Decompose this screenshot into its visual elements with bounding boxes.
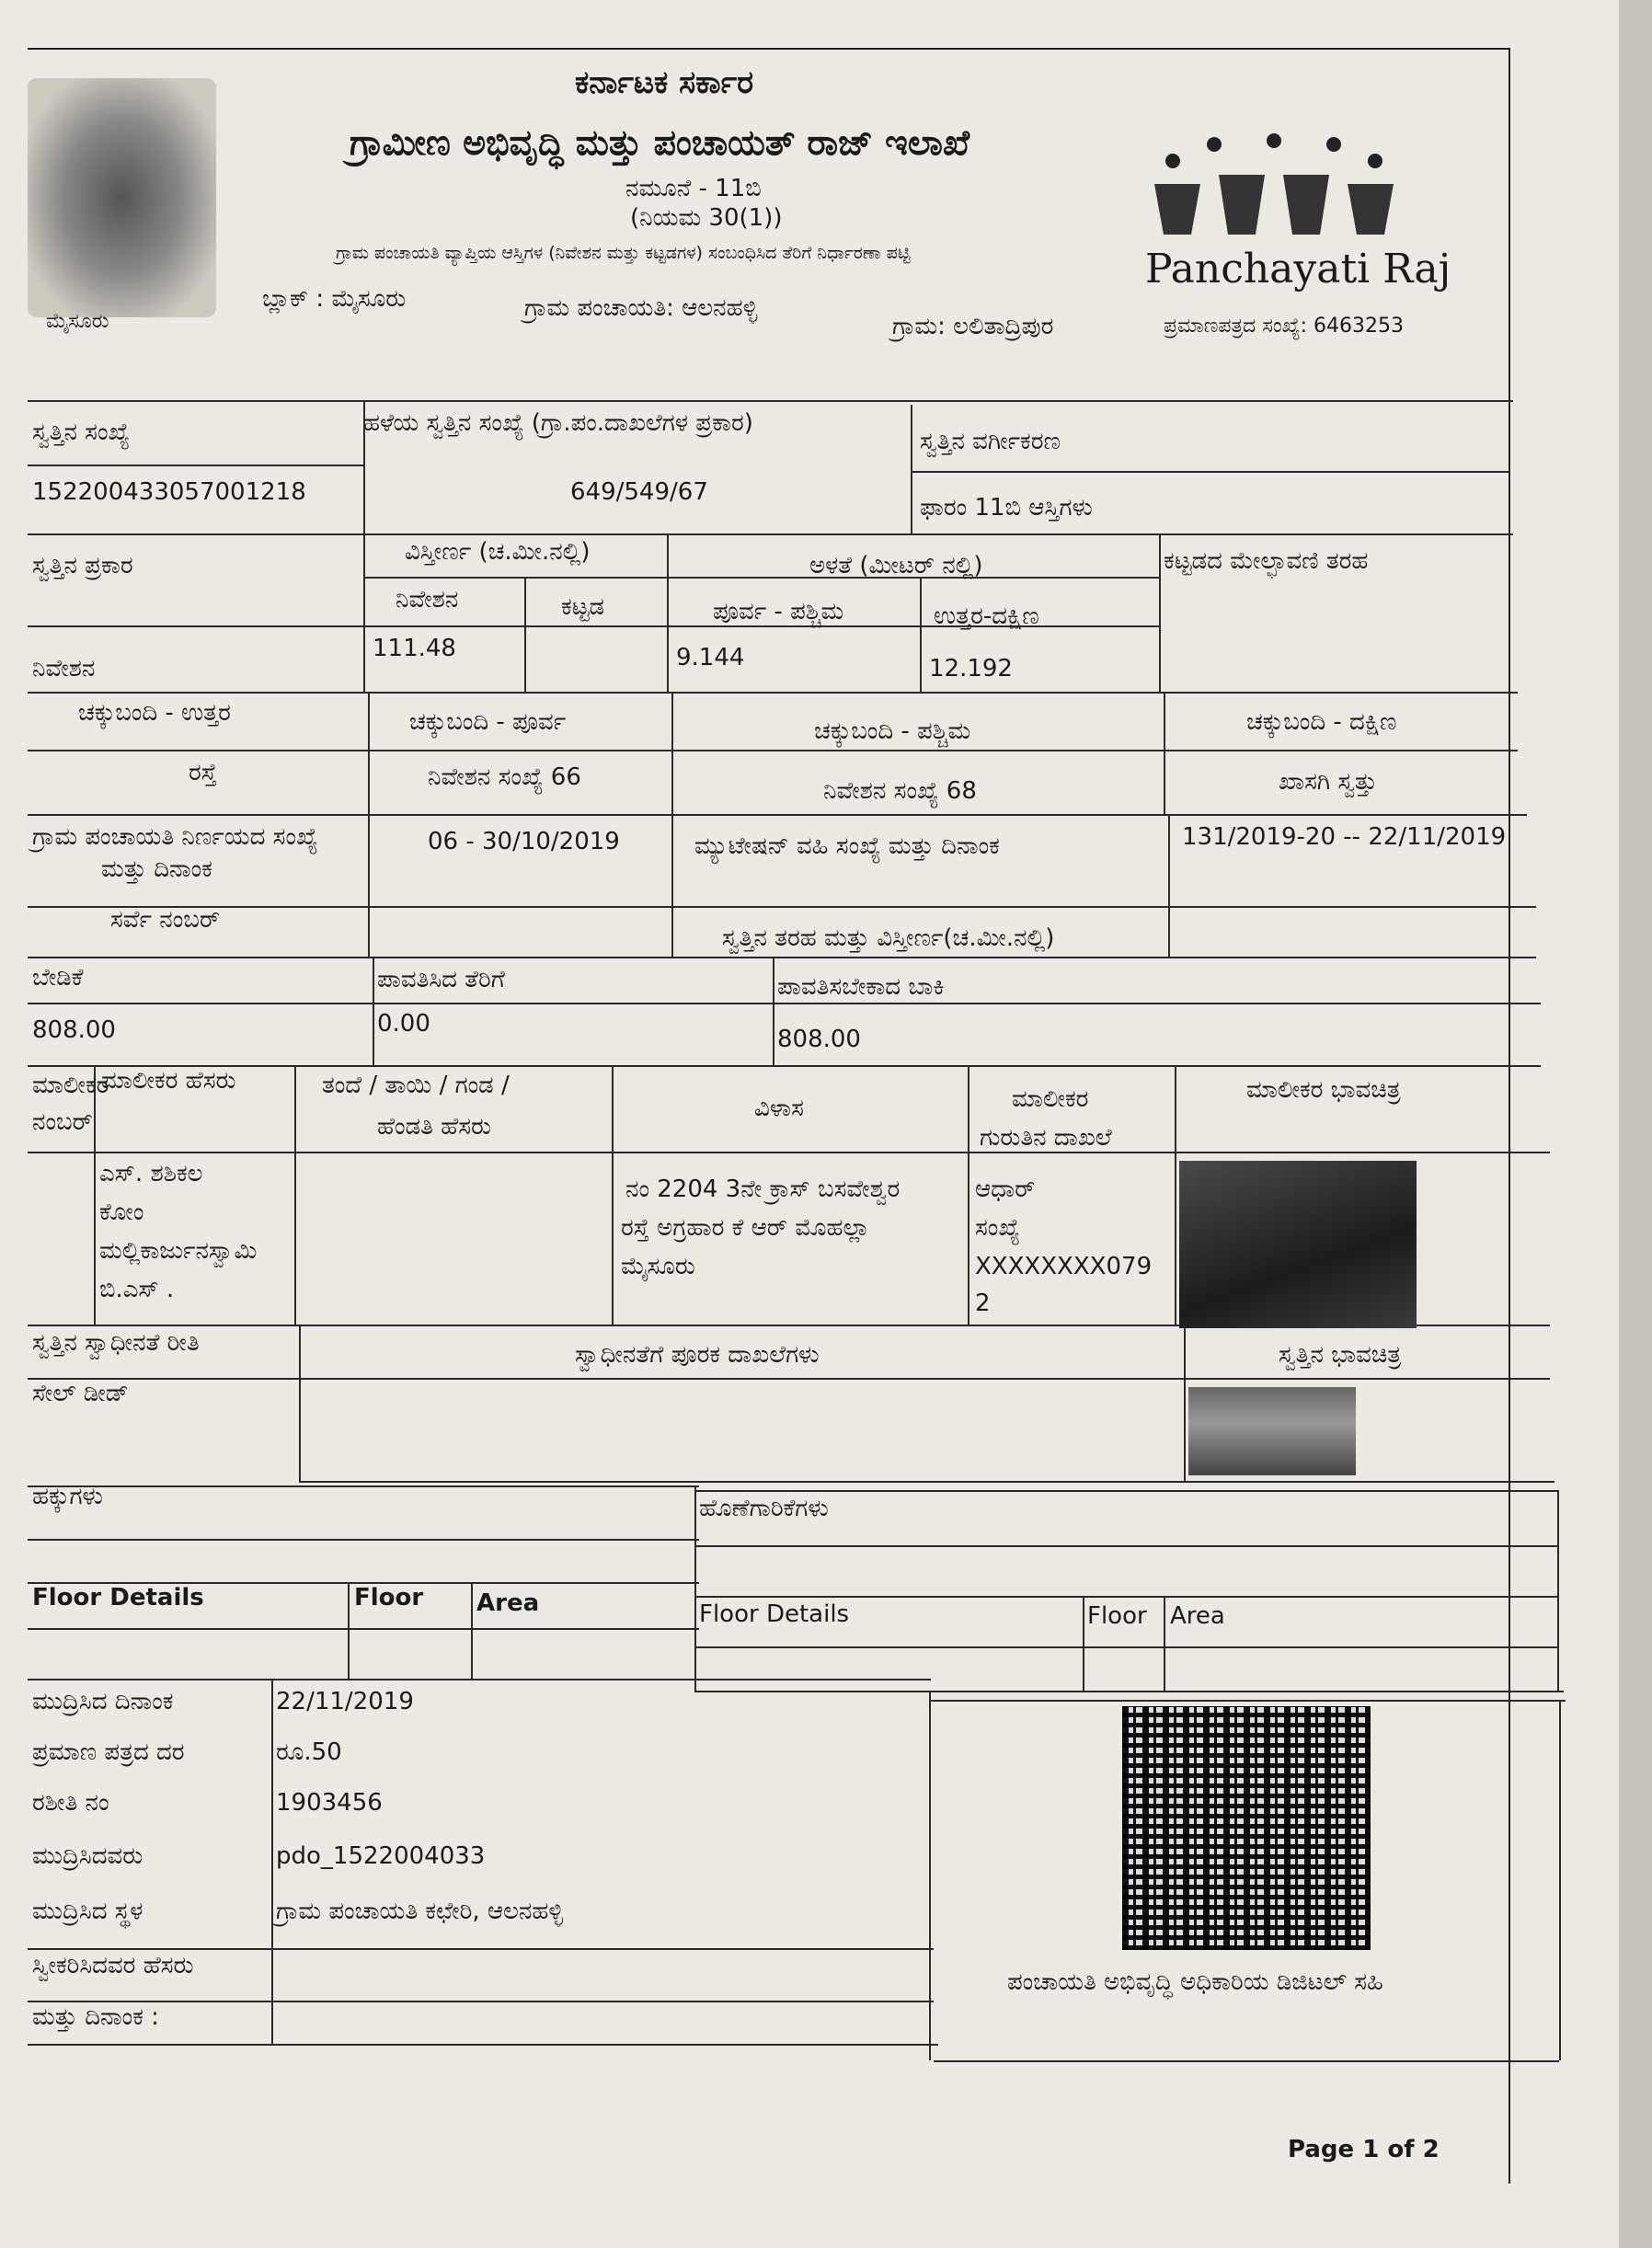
owner-name-line: ಮಲ್ಲಿಕಾರ್ಜುನಸ್ವಾಮಿ	[99, 1237, 258, 1265]
owner-no-label: ಮಾಲೀಕರ	[32, 1072, 109, 1099]
address-label: ವಿಳಾಸ	[754, 1095, 804, 1122]
digital-signature-label: ಪಂಚಾಯತಿ ಅಭಿವೃದ್ಧಿ ಅಧಿಕಾರಿಯ ಡಿಜಿಟಲ್ ಸಹಿ	[1007, 1968, 1383, 1996]
district-label: ಮೈಸೂರು	[46, 310, 109, 333]
print-date-label: ಮುದ್ರಿಸಿದ ದಿನಾಂಕ	[32, 1688, 174, 1715]
property-type-label: ಸ್ವತ್ತಿನ ಪ್ರಕಾರ	[32, 552, 133, 579]
property-id-value: 152200433057001218	[32, 478, 306, 506]
ownership-docs-label: ಸ್ವಾಧೀನತೆಗೆ ಪೂರಕ ದಾಖಲೆಗಳು	[575, 1341, 820, 1369]
receipt-value: 1903456	[276, 1789, 383, 1817]
survey-number-label: ಸರ್ವೆ ನಂಬರ್	[110, 906, 221, 934]
govt-title: ಕರ್ನಾಟಕ ಸರ್ಕಾರ	[575, 64, 754, 101]
owner-no-label-2: ನಂಬರ್	[32, 1108, 93, 1136]
owner-photo	[1179, 1161, 1417, 1328]
east-boundary-label: ಚಕ್ಕುಬಂದಿ - ಪೂರ್ವ	[409, 708, 567, 736]
form-subtitle: ಗ್ರಾಮ ಪಂಚಾಯತಿ ವ್ಯಾಪ್ತಿಯ ಆಸ್ತಿಗಳ (ನಿವೇಶನ ಮತ್ತು ಕಟ್ಟಡಗಳ) ಸಂಬಂಧಿಸಿದ ತೆರಿಗೆ ನಿರ್ಧಾರಣಾ ಪಟ್ಟಿ	[336, 243, 911, 263]
owner-name-line: ಕೋಂ	[99, 1199, 144, 1226]
id-line: 2	[975, 1290, 991, 1317]
rights-label: ಹಕ್ಕುಗಳು	[32, 1483, 103, 1510]
certificate-fee-value: ರೂ.50	[276, 1738, 342, 1766]
right-area-header: Area	[1170, 1602, 1225, 1630]
owner-name-line: ಎಸ್. ಶಶಿಕಲ	[99, 1160, 203, 1187]
gram-panchayat: ಗ್ರಾಮ ಪಂಚಾಯತಿ: ಆಲನಹಳ್ಳಿ	[524, 294, 758, 322]
owner-name-line: ಬಿ.ಎಸ್ .	[99, 1276, 175, 1303]
page-number: Page 1 of 2	[1288, 2136, 1440, 2163]
ownership-mode-value: ಸೇಲ್ ಡೀಡ್	[32, 1380, 129, 1407]
printed-by-label: ಮುದ್ರಿಸಿದವರು	[32, 1842, 143, 1870]
old-number-label: ಹಳೆಯ ಸ್ವತ್ತಿನ ಸಂಖ್ಯೆ (ಗ್ರಾ.ಪಂ.ದಾಖಲೆಗಳ ಪ್ರಕಾರ)	[363, 409, 753, 437]
demand-value: 808.00	[32, 1016, 116, 1044]
address-line: ಮೈಸೂರು	[621, 1253, 695, 1280]
receiver-label: ಸ್ವೀಕರಿಸಿದವರ ಹೆಸರು	[32, 1952, 194, 1979]
ownership-mode-label: ಸ್ವತ್ತಿನ ಸ್ವಾಧೀನತೆ ರೀತಿ	[32, 1329, 200, 1357]
logo-text: Panchayati Raj	[1145, 246, 1451, 292]
property-photo-label: ಸ್ವತ್ತಿನ ಭಾವಚಿತ್ರ	[1279, 1341, 1402, 1369]
south-boundary-label: ಚಕ್ಕುಬಂದಿ - ದಕ್ಷಿಣ	[1246, 708, 1397, 736]
property-type-value: ನಿವೇಶನ	[32, 655, 96, 682]
property-photo	[1188, 1387, 1356, 1475]
classification-label: ಸ್ವತ್ತಿನ ವರ್ಗೀಕರಣ	[920, 428, 1061, 455]
print-place-label: ಮುದ್ರಿಸಿದ ಸ್ಥಳ	[32, 1898, 143, 1925]
print-place-value: ಗ್ರಾಮ ಪಂಚಾಯತಿ ಕಛೇರಿ, ಆಲನಹಳ್ಳಿ	[276, 1898, 564, 1925]
right-floor-details-header: Floor Details	[699, 1600, 850, 1628]
form-rule: (ನಿಯಮ 30(1))	[630, 204, 783, 232]
west-boundary-value: ನಿವೇಶನ ಸಂಖ್ಯೆ 68	[823, 777, 977, 805]
taluk: ಬ್ಲಾಕ್ : ಮೈಸೂರು	[262, 285, 407, 313]
page-edge	[1619, 0, 1652, 2248]
balance-value: 808.00	[777, 1026, 861, 1053]
property-id-label: ಸ್ವತ್ತಿನ ಸಂಖ್ಯೆ	[32, 419, 131, 446]
owner-name-label: ಮಾಲೀಕರ ಹೆಸರು	[101, 1067, 236, 1095]
west-boundary-label: ಚಕ್ಕುಬಂದಿ - ಪಶ್ಚಿಮ	[814, 717, 971, 745]
village: ಗ್ರಾಮ: ಲಲಿತಾದ್ರಿಪುರ	[892, 313, 1054, 340]
mutation-label: ಮ್ಯುಟೇಷನ್ ವಹಿ ಸಂಖ್ಯೆ ಮತ್ತು ದಿನಾಂಕ	[694, 832, 1000, 860]
old-number-value: 649/549/67	[570, 478, 708, 506]
resolution-label: ಗ್ರಾಮ ಪಂಚಾಯತಿ ನಿರ್ಣಯದ ಸಂಖ್ಯೆ	[32, 823, 318, 851]
relation-label: ತಂದೆ / ತಾಯಿ / ಗಂಡ /	[322, 1072, 510, 1099]
south-boundary-value: ಖಾಸಗಿ ಸ್ವತ್ತು	[1279, 768, 1378, 796]
mutation-value: 131/2019-20 -- 22/11/2019	[1182, 823, 1507, 851]
balance-label: ಪಾವತಿಸಬೇಕಾದ ಬಾಕಿ	[777, 973, 945, 1001]
area-label: ವಿಸ್ತೀರ್ಣ (ಚ.ಮೀ.ನಲ್ಲಿ)	[405, 538, 591, 566]
resolution-value: 06 - 30/10/2019	[428, 828, 620, 855]
roof-type-label: ಕಟ್ಟಡದ ಮೇಲ್ಛಾವಣಿ ತರಹ	[1164, 547, 1369, 575]
id-line: ಸಂಖ್ಯೆ	[975, 1214, 1020, 1242]
site-area-value: 111.48	[373, 635, 456, 662]
paid-tax-value: 0.00	[377, 1010, 430, 1038]
printed-by-value: pdo_1522004033	[276, 1842, 486, 1870]
left-floor-details-header: Floor Details	[32, 1584, 204, 1611]
id-line: ಆಧಾರ್	[975, 1176, 1036, 1203]
receiver-date-label: ಮತ್ತು ದಿನಾಂಕ :	[32, 2003, 159, 2031]
north-south-label: ಉತ್ತರ-ದಕ್ಷಿಣ	[934, 602, 1039, 630]
north-boundary-label: ಚಕ್ಕುಬಂದಿ - ಉತ್ತರ	[78, 699, 231, 727]
address-line: ರಸ್ತೆ ಅಗ್ರಹಾರ ಕೆ ಆರ್ ಮೊಹಲ್ಲಾ	[621, 1214, 870, 1242]
id-line: XXXXXXXX079	[975, 1253, 1153, 1280]
left-area-header: Area	[476, 1589, 540, 1617]
receipt-label: ರಶೀತಿ ನಂ	[32, 1789, 109, 1817]
measurement-label: ಅಳತೆ (ಮೀಟರ್ ನಲ್ಲಿ)	[809, 552, 983, 579]
print-date-value: 22/11/2019	[276, 1688, 414, 1715]
address-line: ನಂ 2204 3ನೇ ಕ್ರಾಸ್ ಬಸವೇಶ್ವರ	[625, 1176, 901, 1203]
classification-value: ಫಾರಂ 11ಬಿ ಆಸ್ತಿಗಳು	[920, 494, 1093, 522]
east-west-value: 9.144	[676, 644, 745, 671]
property-kind-label: ಸ್ವತ್ತಿನ ತರಹ ಮತ್ತು ವಿಸ್ತೀರ್ಣ(ಚ.ಮೀ.ನಲ್ಲಿ)	[722, 924, 1055, 952]
form-name: ನಮೂನೆ - 11ಬಿ	[625, 175, 762, 202]
demand-label: ಬೇಡಿಕೆ	[32, 964, 84, 992]
east-west-label: ಪೂರ್ವ - ಪಶ್ಚಿಮ	[713, 598, 844, 625]
qr-code	[1122, 1706, 1371, 1950]
karnataka-emblem-icon	[28, 78, 216, 317]
owner-id-label: ಮಾಲೀಕರ	[1012, 1085, 1089, 1113]
left-floor-header: Floor	[354, 1584, 424, 1611]
relation-label-2: ಹೆಂಡತಿ ಹೆಸರು	[377, 1113, 492, 1141]
paid-tax-label: ಪಾವತಿಸಿದ ತೆರಿಗೆ	[377, 966, 505, 993]
owner-id-label-2: ಗುರುತಿನ ದಾಖಲೆ	[980, 1124, 1112, 1152]
north-boundary-value: ರಸ್ತೆ	[189, 759, 217, 786]
certificate-fee-label: ಪ್ರಮಾಣ ಪತ್ರದ ದರ	[32, 1738, 185, 1766]
owner-photo-label: ಮಾಲೀಕರ ಭಾವಚಿತ್ರ	[1246, 1076, 1401, 1104]
east-boundary-value: ನಿವೇಶನ ಸಂಖ್ಯೆ 66	[428, 763, 581, 791]
certificate-number: ಪ್ರಮಾಣಪತ್ರದ ಸಂಖ್ಯೆ: 6463253	[1164, 315, 1404, 338]
panchayati-raj-logo-icon	[1136, 133, 1412, 244]
obligations-label: ಹೊಣೆಗಾರಿಕೆಗಳು	[699, 1495, 829, 1522]
building-label: ಕಟ್ಟಡ	[561, 593, 605, 621]
right-floor-header: Floor	[1087, 1602, 1147, 1630]
site-label: ನಿವೇಶನ	[396, 586, 459, 614]
north-south-value: 12.192	[929, 655, 1013, 682]
resolution-date-label: ಮತ್ತು ದಿನಾಂಕ	[101, 855, 212, 883]
department-title: ಗ್ರಾಮೀಣ ಅಭಿವೃದ್ಧಿ ಮತ್ತು ಪಂಚಾಯತ್ ರಾಜ್ ಇಲಾಖೆ	[350, 122, 970, 163]
